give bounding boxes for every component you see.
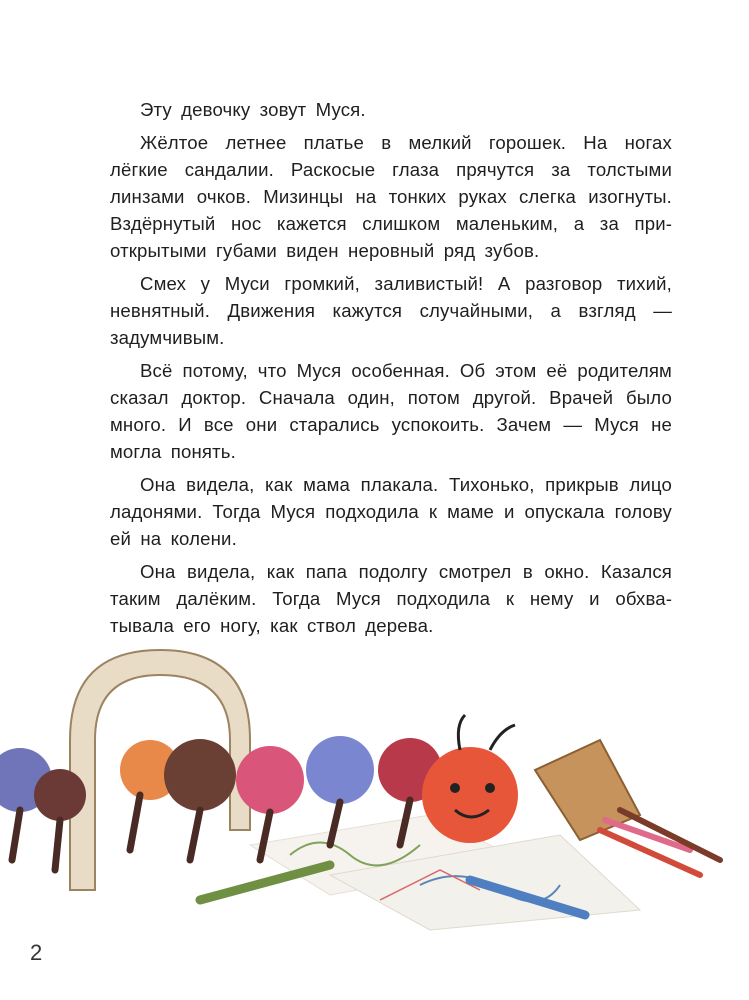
paragraph-4: Всё потому, что Муся особенная. Об этом её родителям сказал доктор. Сначала один, потом другой. Врачей было много. И все они старались успокоить. Зачем — Муся не могла понять. [110,360,672,462]
page-number: 2 [30,940,43,965]
caterpillar-illustration [0,630,749,940]
story-text [110,96,672,645]
paragraph-2: Жёлтое летнее платье в мелкий горошек. На ногах лёгкие сандалии. Раскосые глаза прячутся за толстыми линзами очков. Мизинцы на тонких руках слегка изогнуты. Вздёрнутый нос кажется слишком маленьким, а за приоткрытыми губами виден неровный ряд зубов. [110,132,672,261]
paragraph-6: Она видела, как папа подолгу смотрел в окно. Казался таким далёким. Тогда Муся подходила к нему и обхватывала его ногу, как ствол дерева. [110,561,672,636]
caterpillar-head [422,747,518,843]
paragraph-3: Смех у Муси громкий, заливистый! А разговор тихий, невнятный. Движения кажутся случайными, а взгляд — задумчивым. [110,273,672,348]
paragraph-5: Она видела, как мама плакала. Тихонько, прикрыв лицо ладонями. Тогда Муся подходила к маме и опускала голову ей на колени. [110,474,672,549]
paragraph-1: Эту девочку зовут Муся. [140,99,366,120]
